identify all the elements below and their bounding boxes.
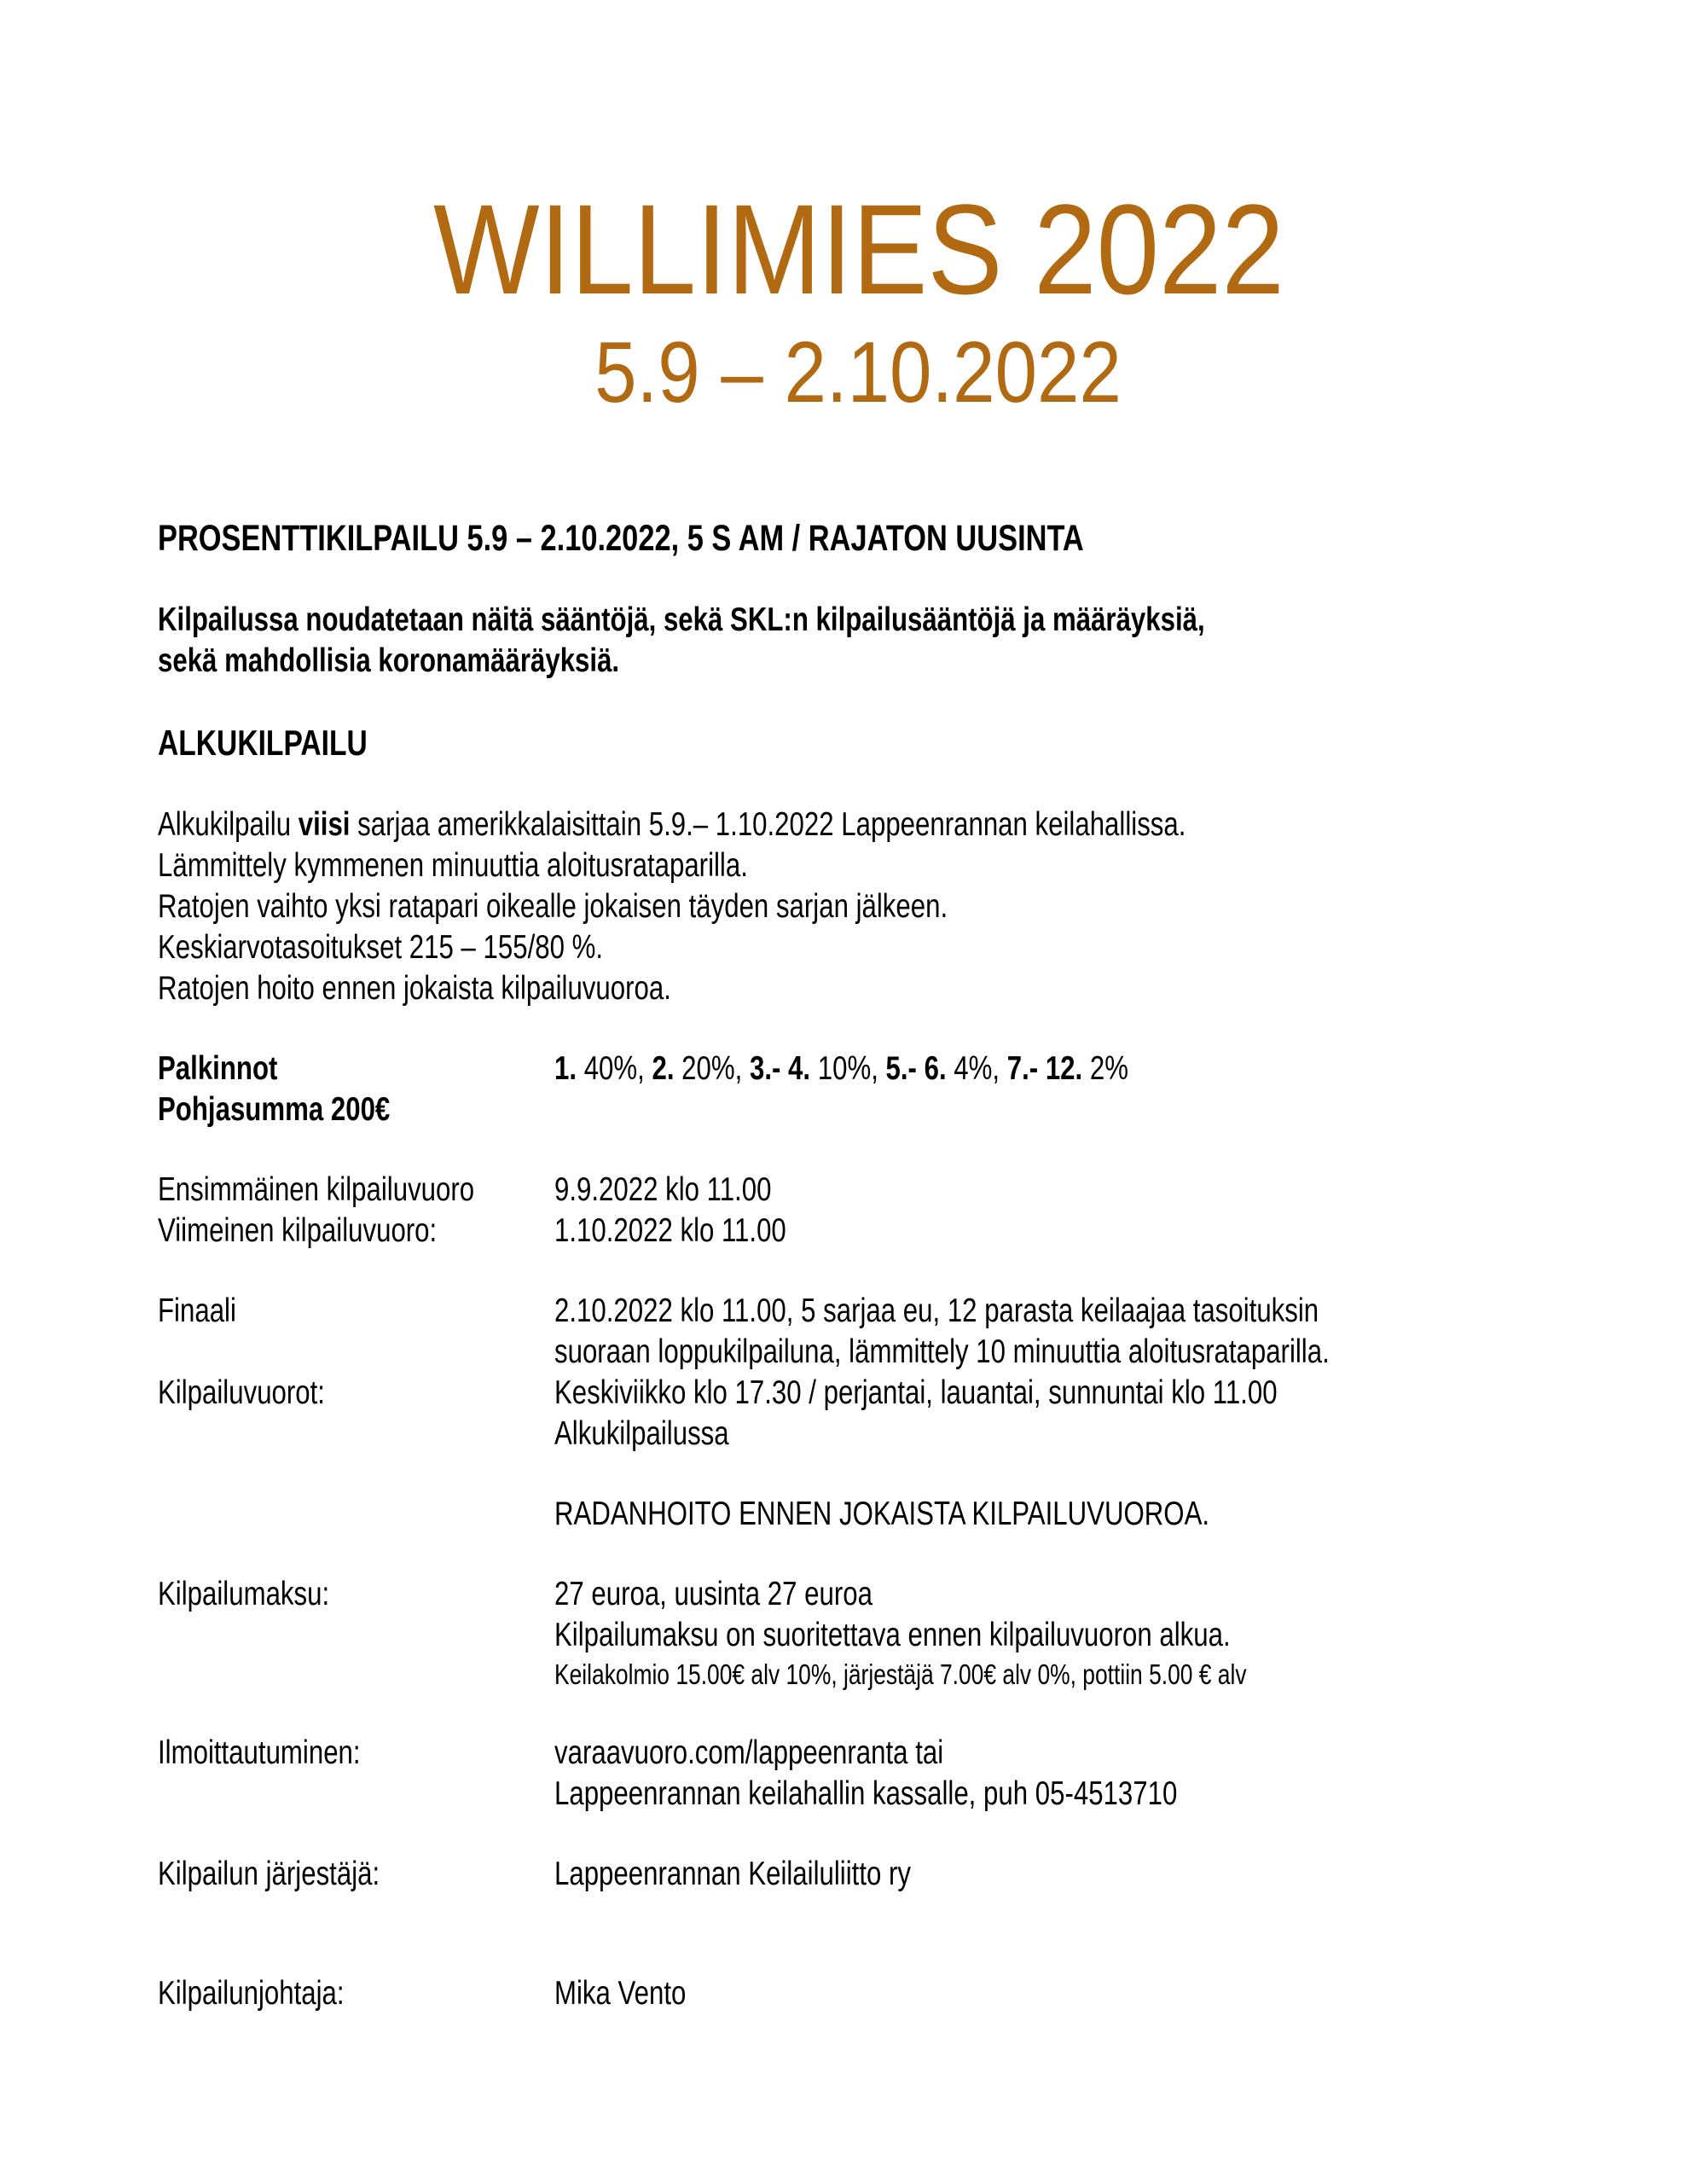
pohjasumma-label: Pohjasumma 200€ [158,1091,391,1128]
palkinnot-label: Palkinnot [158,1050,278,1087]
viimeinen-value: 1.10.2022 klo 11.00 [554,1212,786,1249]
alkukilpailu-line-2: Lämmittely kymmenen minuuttia aloitusrataparilla. [158,847,748,884]
palkinnot-value: 1. 40%, 2. 20%, 3.- 4. 10%, 5.- 6. 4%, 7.- 12. 2% [554,1050,1128,1087]
row-kilpailuvuorot [158,1373,1559,1455]
page-title [158,179,1559,320]
kilpailumaksu-value-line-2: Kilpailumaksu on suoritettava ennen kilpailuvuoron alkua. [554,1617,1231,1653]
ensimmainen-label: Ensimmäinen kilpailuvuoro [158,1171,475,1208]
alkukilpailu-line-5: Ratojen hoito ennen jokaista kilpailuvuoroa. [158,970,671,1007]
kilpailuvuorot-label: Kilpailuvuorot: [158,1374,325,1411]
finaali-value-line-1: 2.10.2022 klo 11.00, 5 sarjaa eu, 12 parasta keilaajaa tasoituksin [554,1292,1319,1329]
row-kilpailumaksu [158,1574,1559,1693]
ilmoittautuminen-label: Ilmoittautuminen: [158,1734,361,1771]
ensimmainen-value: 9.9.2022 klo 11.00 [554,1171,772,1208]
viimeinen-label: Viimeinen kilpailuvuoro: [158,1212,438,1249]
row-pohjasumma [158,1089,1559,1130]
finaali-label: Finaali [158,1292,236,1329]
rules-line-1: Kilpailussa noudatetaan näitä sääntöjä, sekä SKL:n kilpailusääntöjä ja määräyksiä, [158,601,1205,638]
radanhoito-notice: RADANHOITO ENNEN JOKAISTA KILPAILUVUOROA. [554,1496,1210,1532]
ilmoittautuminen-value-line-1: varaavuoro.com/lappeenranta tai [554,1734,944,1771]
row-radanhoito [158,1494,1559,1535]
johtaja-label: Kilpailunjohtaja: [158,1975,345,2012]
page-subtitle [158,325,1559,421]
kilpailuvuorot-value-line-1: Keskiviikko klo 17.30 / perjantai, lauantai, sunnuntai klo 11.00 [554,1374,1278,1411]
row-johtaja [158,1973,1559,2014]
alkukilpailu-line-4: Keskiarvotasoitukset 215 – 155/80 %. [158,929,604,966]
section-heading-main: PROSENTTIKILPAILU 5.9 – 2.10.2022, 5 S AM / RAJATON UUSINTA [158,518,1084,559]
jarjestaja-value: Lappeenrannan Keilailuliitto ry [554,1856,912,1892]
row-ilmoittautuminen [158,1733,1559,1815]
row-viimeinen-kilpailuvuoro [158,1211,1559,1252]
row-palkinnot [158,1048,1559,1089]
alkukilpailu-paragraph [158,804,1559,1009]
section-heading-alkukilpailu: ALKUKILPAILU [158,723,368,763]
page-title-text: WILLIMIES 2022 [432,177,1284,321]
jarjestaja-label: Kilpailun järjestäjä: [158,1856,380,1892]
row-finaali [158,1291,1559,1373]
page-subtitle-text: 5.9 – 2.10.2022 [594,325,1122,421]
alkukilpailu-line-1: Alkukilpailu viisi sarjaa amerikkalaisittain 5.9.– 1.10.2022 Lappeenrannan keilahallissa. [158,806,1186,843]
kilpailumaksu-label: Kilpailumaksu: [158,1576,330,1612]
johtaja-value: Mika Vento [554,1975,687,2012]
kilpailumaksu-value-small: Keilakolmio 15.00€ alv 10%, järjestäjä 7.00€ alv 0%, pottiin 5.00 € alv [554,1658,1247,1690]
ilmoittautuminen-value-line-2: Lappeenrannan keilahallin kassalle, puh 05-4513710 [554,1775,1178,1812]
rules-paragraph [158,600,1559,682]
kilpailumaksu-value-line-1: 27 euroa, uusinta 27 euroa [554,1576,872,1612]
finaali-value-line-2: suoraan loppukilpailuna, lämmittely 10 minuuttia aloitusrataparilla. [554,1333,1330,1370]
row-jarjestaja [158,1854,1559,1895]
kilpailuvuorot-value-line-2: Alkukilpailussa [554,1415,729,1452]
rules-line-2: sekä mahdollisia koronamääräyksiä. [158,642,620,679]
alkukilpailu-line-3: Ratojen vaihto yksi ratapari oikealle jokaisen täyden sarjan jälkeen. [158,888,948,925]
row-ensimmainen-kilpailuvuoro [158,1170,1559,1211]
